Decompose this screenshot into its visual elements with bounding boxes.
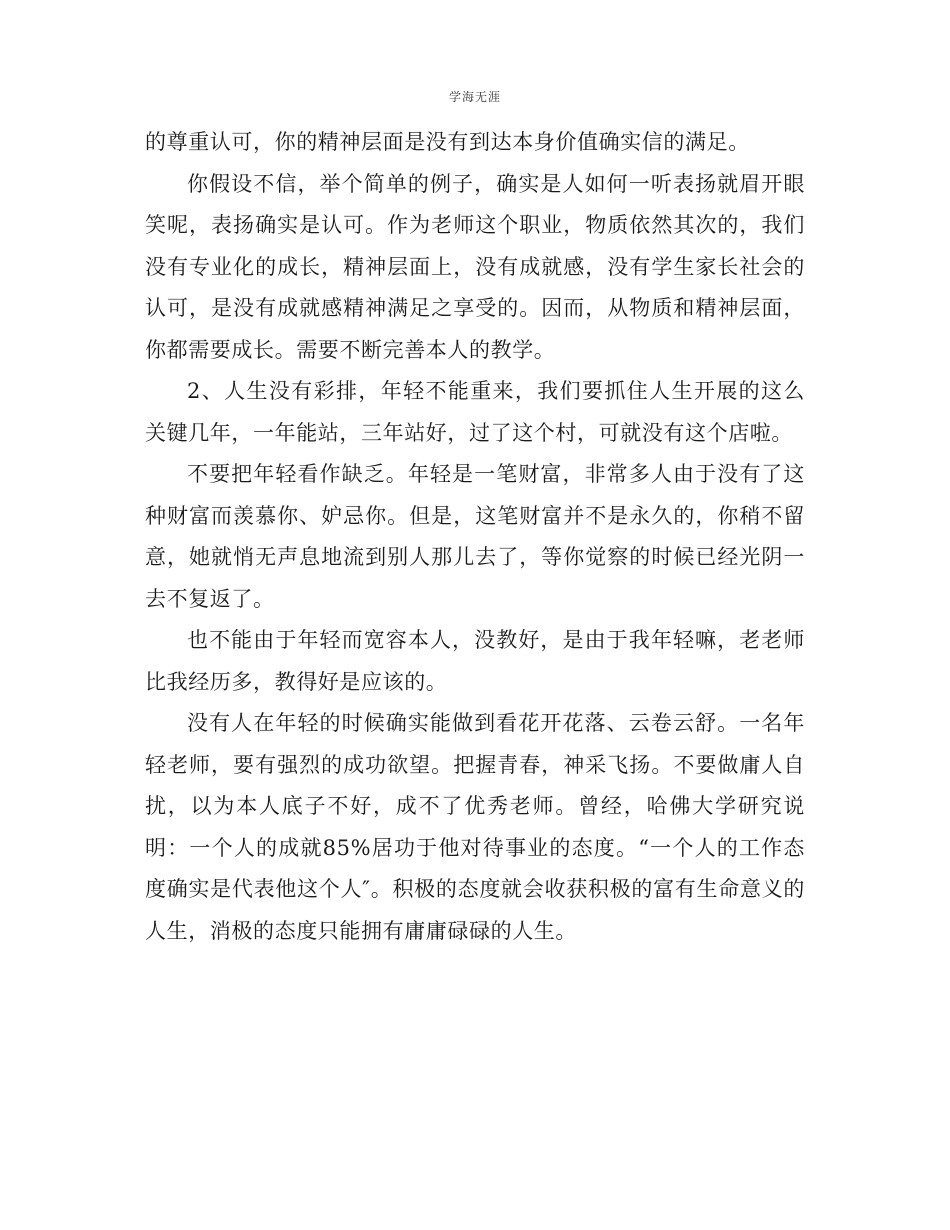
paragraph: 你假设不信，举个简单的例子，确实是人如何一听表扬就眉开眼笑呢，表扬确实是认可。作为老师这个职业，物质依然其次的，我们没有专业化的成长，精神层面上，没有成就感，没有学生家长社会的认可，是没有成就感精神满足之享受的。因而，从物质和精神层面，你都需要成长。需要不断完善本人的教学。 bbox=[145, 171, 805, 362]
paragraph: 没有人在年轻的时候确实能做到看花开花落、云卷云舒。一名年轻老师，要有强烈的成功欲望。把握青春，神采飞扬。不要做庸人自扰，以为本人底子不好，成不了优秀老师。曾经，哈佛大学研究说明：一个人的成就85%居功于他对待事业的态度。“一个人的工作态度确实是代表他这个人″。积极的态度就会收获积极的富有生命意义的人生，消极的态度只能拥有庸庸碌碌的人生。 bbox=[145, 711, 805, 943]
running-header: 学海无涯 bbox=[448, 90, 501, 104]
paragraph: 不要把年轻看作缺乏。年轻是一笔财富，非常多人由于没有了这种财富而羡慕你、妒忌你。但是，这笔财富并不是永久的，你稍不留意，她就悄无声息地流到别人那儿去了，等你觉察的时候已经光阴一去不复返了。 bbox=[145, 462, 805, 611]
document-body bbox=[145, 122, 805, 952]
paragraph-continuation: 的尊重认可，你的精神层面是没有到达本身价值确实信的满足。 bbox=[145, 130, 750, 154]
paragraph: 2、人生没有彩排，年轻不能重来，我们要抓住人生开展的这么关键几年，一年能站，三年站好，过了这个村，可就没有这个店啦。 bbox=[145, 379, 805, 445]
paragraph: 也不能由于年轻而宽容本人，没教好，是由于我年轻嘛，老老师比我经历多，教得好是应该的。 bbox=[145, 628, 805, 694]
